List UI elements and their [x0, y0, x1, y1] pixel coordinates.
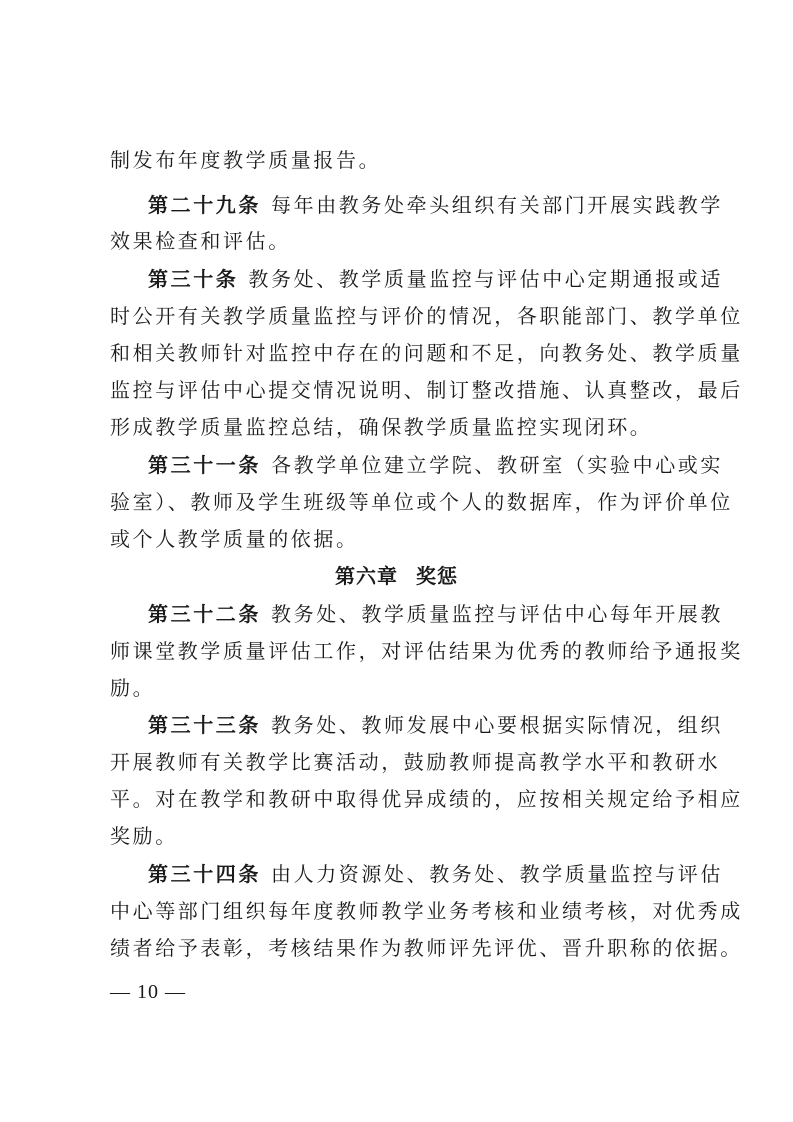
article-32-line: 师课堂教学质量评估工作，对评估结果为优秀的教师给予通报奖 [110, 639, 743, 663]
article-29-line: 效果检查和评估。 [110, 229, 291, 253]
article-29-text: 每年由教务处牵头组织有关部门开展实践教学 [271, 193, 723, 217]
article-34-line: 绩者给予表彰，考核结果作为教师评先评优、晋升职称的依据。 [110, 936, 743, 960]
article-34-label: 第三十四条 [148, 862, 261, 886]
article-33-text: 教务处、教师发展中心要根据实际情况，组织 [271, 713, 723, 737]
article-33-label: 第三十三条 [148, 713, 261, 737]
article-33-line: 平。对在教学和教研中取得优异成绩的，应按相关规定给予相应 [110, 787, 743, 811]
article-29-label: 第二十九条 [148, 193, 261, 217]
article-34-line: 中心等部门组织每年度教师教学业务考核和业绩考核，对优秀成 [110, 899, 743, 923]
article-30-label: 第三十条 [148, 267, 239, 291]
article-30-line: 和相关教师针对监控中存在的问题和不足，向教务处、教学质量 [110, 341, 743, 365]
article-34-first-line [148, 862, 723, 886]
article-32-line: 励。 [110, 676, 156, 700]
paragraph-line: 制发布年度教学质量报告。 [110, 148, 382, 172]
article-31-line: 验室）、教师及学生班级等单位或个人的数据库，作为评价单位 [110, 490, 733, 514]
article-30-line: 形成教学质量监控总结，确保教学质量监控实现闭环。 [110, 415, 653, 439]
article-33-line: 开展教师有关教学比赛活动，鼓励教师提高教学水平和教研水 [110, 750, 721, 774]
article-31-label: 第三十一条 [148, 453, 261, 477]
article-30-text: 教务处、教学质量监控与评估中心定期通报或适 [248, 267, 724, 291]
page-number: — 10 — [110, 981, 186, 1003]
article-31-text: 各教学单位建立学院、教研室（实验中心或实 [271, 453, 723, 477]
article-29-first-line [148, 193, 723, 217]
article-34-text: 由人力资源处、教务处、教学质量监控与评估 [271, 862, 723, 886]
article-32-label: 第三十二条 [148, 602, 261, 626]
article-33-first-line [148, 713, 723, 737]
article-33-line: 奖励。 [110, 824, 178, 848]
chapter-number: 第六章 [335, 564, 398, 588]
article-30-line: 监控与评估中心提交情况说明、制订整改措施、认真整改，最后 [110, 378, 743, 402]
article-30-first-line [148, 267, 724, 291]
article-32-first-line [148, 602, 723, 626]
article-31-line: 或个人教学质量的依据。 [110, 527, 359, 551]
article-31-first-line [148, 453, 723, 477]
article-30-line: 时公开有关教学质量监控与评价的情况，各职能部门、教学单位 [110, 304, 743, 328]
chapter-title: 奖惩 [416, 564, 458, 588]
chapter-heading [0, 564, 793, 588]
article-32-text: 教务处、教学质量监控与评估中心每年开展教 [271, 602, 723, 626]
